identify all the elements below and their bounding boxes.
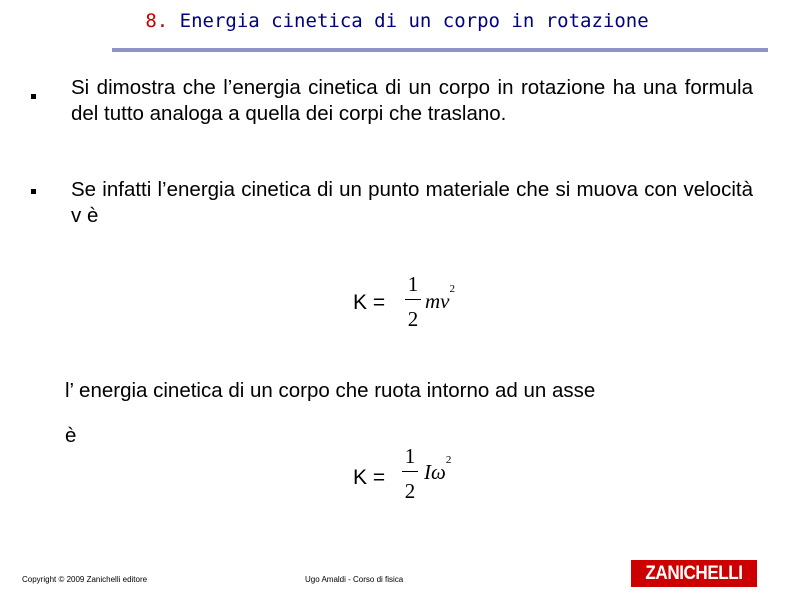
formula-1-lhs: K = bbox=[353, 291, 386, 314]
bullet-marker-2 bbox=[31, 189, 36, 194]
formula-1-symbols: mv bbox=[425, 289, 450, 313]
bullet-text-1: Si dimostra che l’energia cinetica di un corpo in rotazione ha una formula del tutto analoga a quella dei corpi che traslano. bbox=[71, 76, 753, 125]
formula-2-exponent: 2 bbox=[445, 454, 452, 466]
formula-2-variable bbox=[424, 454, 452, 485]
bullet-marker-1 bbox=[31, 94, 36, 99]
rotating-body-text-cont: è bbox=[65, 424, 77, 447]
footer-copyright: Copyright © 2009 Zanichelli editore bbox=[22, 575, 148, 584]
title-number: 8. bbox=[145, 10, 169, 32]
rotating-body-text: l’ energia cinetica di un corpo che ruota intorno ad un asse bbox=[65, 379, 596, 402]
formula-1-numerator: 1 bbox=[407, 272, 419, 296]
formula-1-fraction bbox=[405, 270, 421, 332]
formula-2-symbols: Iω bbox=[424, 460, 446, 484]
bullet-text-2: Se infatti l’energia cinetica di un punto materiale che si muova con velocità v è bbox=[71, 178, 753, 227]
fraction-bar bbox=[402, 471, 418, 472]
formula-2-fraction bbox=[402, 442, 418, 504]
slide-title bbox=[0, 10, 794, 32]
formula-1-variable bbox=[425, 283, 455, 314]
title-text: Energia cinetica di un corpo in rotazione bbox=[179, 10, 649, 32]
formula-2-denominator: 2 bbox=[404, 479, 416, 503]
title-underline bbox=[112, 48, 768, 52]
formula-1-exponent: 2 bbox=[449, 283, 455, 295]
fraction-bar bbox=[405, 299, 421, 300]
formula-2-lhs: K = bbox=[353, 466, 386, 489]
formula-1-denominator: 2 bbox=[407, 307, 419, 331]
zanichelli-logo: ZANICHELLI bbox=[631, 560, 757, 587]
formula-2-numerator: 1 bbox=[404, 444, 416, 468]
footer-course: Ugo Amaldi - Corso di fisica bbox=[305, 575, 404, 584]
